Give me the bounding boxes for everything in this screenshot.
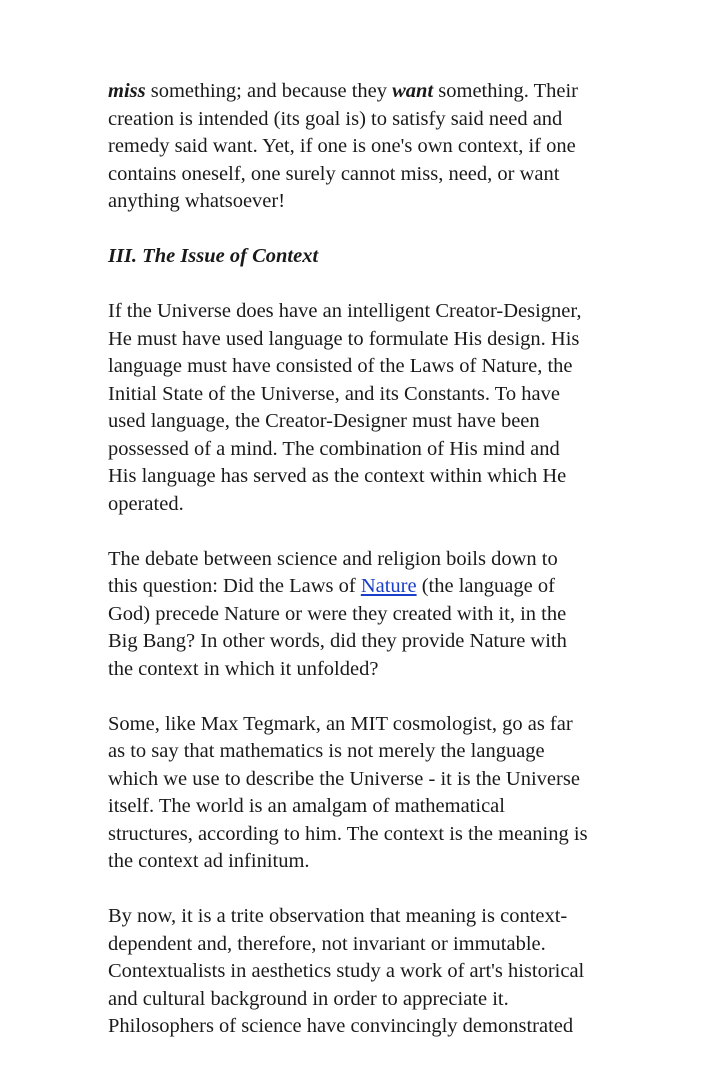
text-segment: remedy said want. Yet, if one is one's own context, if one (108, 135, 576, 157)
text-segment: (the language of (416, 575, 555, 597)
text-segment: III. The Issue of Context (108, 245, 319, 267)
text-line (108, 628, 628, 656)
text-line (108, 408, 628, 436)
emphasized-word: miss (108, 80, 146, 102)
emphasized-word: want (392, 80, 434, 102)
text-segment: itself. The world is an amalgam of mathematical (108, 795, 505, 817)
text-line (108, 353, 628, 381)
text-segment: By now, it is a trite observation that meaning is context- (108, 905, 568, 927)
text-segment: anything whatsoever! (108, 190, 286, 212)
text-line (108, 106, 628, 134)
text-segment: dependent and, therefore, not invariant or immutable. (108, 932, 546, 955)
text-line (108, 821, 628, 849)
text-segment: Some, like Max Tegmark, an MIT cosmologist, go as far (108, 712, 573, 735)
text-segment: If the Universe does have an intelligent Creator-Designer, (108, 300, 582, 322)
text-segment: operated. (108, 492, 184, 515)
text-segment: Contextualists in aesthetics study a work of art's historical (108, 960, 585, 982)
text-line (108, 711, 628, 739)
text-line (108, 161, 628, 189)
text-segment: Big Bang? In other words, did they provide Nature with (108, 630, 567, 652)
text-segment: structures, according to him. The context is the meaning is (108, 822, 588, 845)
nature-link[interactable]: Nature (360, 575, 417, 597)
text-segment: this question: Did the Laws of (108, 575, 361, 597)
text-line (108, 986, 628, 1014)
paragraph (108, 546, 628, 684)
document-body (108, 78, 628, 1068)
text-line (108, 463, 628, 491)
text-segment: God) precede Nature or were they created with it, in the (108, 602, 567, 625)
text-line (108, 601, 628, 629)
text-segment: contains oneself, one surely cannot miss, need, or want (108, 162, 560, 185)
text-line (108, 133, 628, 161)
text-line (108, 573, 628, 601)
text-segment: as to say that mathematics is not merely the language (108, 740, 545, 762)
paragraph (108, 711, 628, 876)
paragraph (108, 298, 628, 518)
text-line (108, 903, 628, 931)
paragraph (108, 78, 628, 216)
text-segment: The debate between science and religion boils down to (108, 547, 558, 570)
text-line (108, 738, 628, 766)
text-segment: and cultural background in order to appreciate it. (108, 987, 509, 1010)
section-heading (108, 243, 628, 271)
text-line (108, 326, 628, 354)
text-line (108, 491, 628, 519)
text-line (108, 958, 628, 986)
text-line (108, 243, 628, 271)
paragraph (108, 903, 628, 1041)
text-segment: which we use to describe the Universe - it is the Universe (108, 767, 580, 790)
text-line (108, 931, 628, 959)
text-segment: the context in which it unfolded? (108, 657, 379, 680)
text-segment: His language has served as the context within which He (108, 465, 567, 487)
text-segment: language must have consisted of the Laws of Nature, the (108, 355, 573, 377)
text-segment: Philosophers of science have convincingly demonstrated (108, 1015, 574, 1037)
text-segment: something. Their (433, 80, 578, 102)
text-line (108, 793, 628, 821)
text-line (108, 546, 628, 574)
text-line (108, 381, 628, 409)
text-segment: possessed of a mind. The combination of His mind and (108, 437, 560, 460)
text-line (108, 298, 628, 326)
text-line (108, 1013, 628, 1041)
text-line (108, 848, 628, 876)
text-line (108, 436, 628, 464)
text-line (108, 766, 628, 794)
text-line (108, 188, 628, 216)
text-segment: Initial State of the Universe, and its Constants. To have (108, 382, 560, 405)
text-segment: the context ad infinitum. (108, 850, 310, 872)
text-segment: He must have used language to formulate His design. His (108, 327, 580, 350)
text-line (108, 78, 628, 106)
text-segment: something; and because they (145, 80, 393, 102)
text-segment: creation is intended (its goal is) to satisfy said need and (108, 107, 563, 130)
text-line (108, 656, 628, 684)
text-segment: used language, the Creator-Designer must have been (108, 410, 540, 432)
